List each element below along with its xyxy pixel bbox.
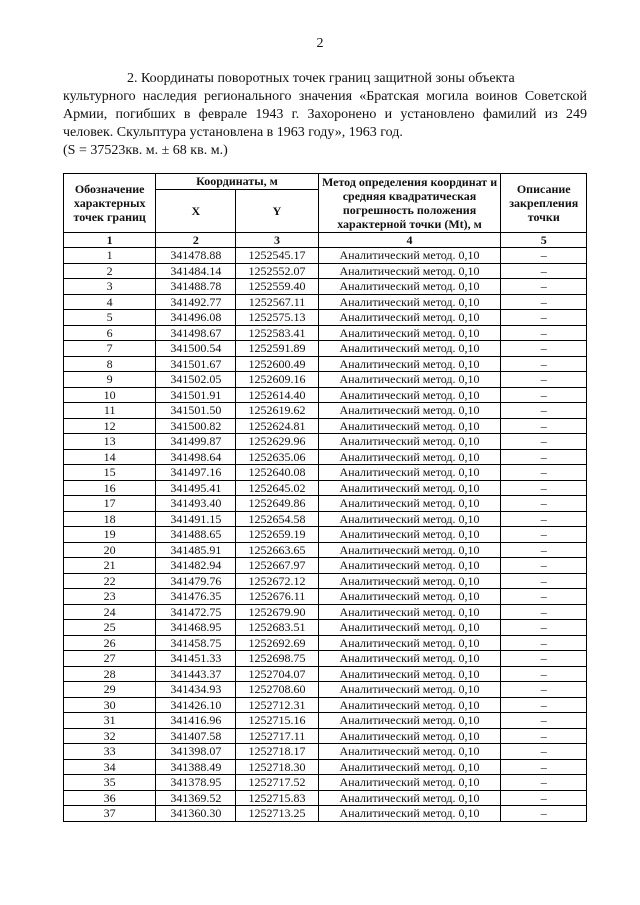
method-cell: Аналитический метод. 0,10	[318, 341, 501, 357]
fixation-cell: –	[501, 434, 587, 450]
fixation-cell: –	[501, 775, 587, 791]
header-designation: Обозначение характерных точек границ	[64, 174, 156, 233]
fixation-cell: –	[501, 310, 587, 326]
coord-y-cell: 1252583.41	[236, 325, 318, 341]
header-method: Метод определения координат и средняя квадратическая погрешность положения характерной точки (Mt), м	[318, 174, 501, 233]
method-cell: Аналитический метод. 0,10	[318, 604, 501, 620]
method-cell: Аналитический метод. 0,10	[318, 248, 501, 264]
method-cell: Аналитический метод. 0,10	[318, 511, 501, 527]
point-number-cell: 34	[64, 759, 156, 775]
heading-first-line: 2. Координаты поворотных точек границ защитной зоны объекта	[127, 71, 515, 86]
method-cell: Аналитический метод. 0,10	[318, 434, 501, 450]
method-cell: Аналитический метод. 0,10	[318, 620, 501, 636]
coord-x-cell: 341500.54	[156, 341, 236, 357]
coord-y-cell: 1252704.07	[236, 666, 318, 682]
point-number-cell: 3	[64, 279, 156, 295]
table-row	[64, 341, 587, 357]
point-number-cell: 32	[64, 728, 156, 744]
table-row	[64, 775, 587, 791]
method-cell: Аналитический метод. 0,10	[318, 573, 501, 589]
point-number-cell: 37	[64, 806, 156, 822]
coord-x-cell: 341468.95	[156, 620, 236, 636]
method-cell: Аналитический метод. 0,10	[318, 542, 501, 558]
header-coordinates: Координаты, м	[156, 174, 318, 190]
coord-y-cell: 1252559.40	[236, 279, 318, 295]
coord-x-cell: 341491.15	[156, 511, 236, 527]
table-row	[64, 527, 587, 543]
coord-x-cell: 341500.82	[156, 418, 236, 434]
point-number-cell: 14	[64, 449, 156, 465]
coord-x-cell: 341369.52	[156, 790, 236, 806]
table-row	[64, 310, 587, 326]
fixation-cell: –	[501, 620, 587, 636]
table-row	[64, 728, 587, 744]
fixation-cell: –	[501, 294, 587, 310]
point-number-cell: 25	[64, 620, 156, 636]
table-row	[64, 666, 587, 682]
table-row	[64, 511, 587, 527]
table-row	[64, 790, 587, 806]
table-row	[64, 263, 587, 279]
method-cell: Аналитический метод. 0,10	[318, 480, 501, 496]
coord-y-cell: 1252649.86	[236, 496, 318, 512]
method-cell: Аналитический метод. 0,10	[318, 418, 501, 434]
method-cell: Аналитический метод. 0,10	[318, 651, 501, 667]
coord-y-cell: 1252708.60	[236, 682, 318, 698]
fixation-cell: –	[501, 744, 587, 760]
table-row	[64, 682, 587, 698]
coord-y-cell: 1252672.12	[236, 573, 318, 589]
method-cell: Аналитический метод. 0,10	[318, 790, 501, 806]
table-row	[64, 279, 587, 295]
heading-text: культурного наследия регионального значения «Братская могила воинов Советской Армии, погибших в феврале 1943 г. Захоронено и установлено фамилий из 249 человек. Скульптура установлена в 1963 году», 1963 год.	[63, 89, 587, 140]
method-cell: Аналитический метод. 0,10	[318, 465, 501, 481]
coord-y-cell: 1252567.11	[236, 294, 318, 310]
fixation-cell: –	[501, 356, 587, 372]
coord-x-cell: 341426.10	[156, 697, 236, 713]
coord-x-cell: 341476.35	[156, 589, 236, 605]
method-cell: Аналитический метод. 0,10	[318, 403, 501, 419]
fixation-cell: –	[501, 604, 587, 620]
column-number: 1	[64, 232, 156, 248]
table-row	[64, 387, 587, 403]
fixation-cell: –	[501, 527, 587, 543]
point-number-cell: 24	[64, 604, 156, 620]
point-number-cell: 13	[64, 434, 156, 450]
point-number-cell: 6	[64, 325, 156, 341]
coord-x-cell: 341407.58	[156, 728, 236, 744]
coord-y-cell: 1252715.83	[236, 790, 318, 806]
coord-x-cell: 341472.75	[156, 604, 236, 620]
coord-y-cell: 1252718.30	[236, 759, 318, 775]
fixation-cell: –	[501, 449, 587, 465]
fixation-cell: –	[501, 465, 587, 481]
method-cell: Аналитический метод. 0,10	[318, 449, 501, 465]
point-number-cell: 18	[64, 511, 156, 527]
fixation-cell: –	[501, 387, 587, 403]
point-number-cell: 28	[64, 666, 156, 682]
method-cell: Аналитический метод. 0,10	[318, 325, 501, 341]
coord-x-cell: 341398.07	[156, 744, 236, 760]
coord-x-cell: 341497.16	[156, 465, 236, 481]
coord-y-cell: 1252600.49	[236, 356, 318, 372]
section-heading	[63, 70, 587, 160]
coord-y-cell: 1252624.81	[236, 418, 318, 434]
fixation-cell: –	[501, 697, 587, 713]
point-number-cell: 12	[64, 418, 156, 434]
table-body	[64, 248, 587, 822]
point-number-cell: 19	[64, 527, 156, 543]
coord-y-cell: 1252679.90	[236, 604, 318, 620]
coord-x-cell: 341360.30	[156, 806, 236, 822]
coord-y-cell: 1252640.08	[236, 465, 318, 481]
coord-y-cell: 1252629.96	[236, 434, 318, 450]
point-number-cell: 33	[64, 744, 156, 760]
coord-y-cell: 1252663.65	[236, 542, 318, 558]
fixation-cell: –	[501, 728, 587, 744]
point-number-cell: 26	[64, 635, 156, 651]
method-cell: Аналитический метод. 0,10	[318, 387, 501, 403]
coord-x-cell: 341488.65	[156, 527, 236, 543]
coord-x-cell: 341502.05	[156, 372, 236, 388]
coord-x-cell: 341484.14	[156, 263, 236, 279]
header-description: Описание закрепления точки	[501, 174, 587, 233]
method-cell: Аналитический метод. 0,10	[318, 372, 501, 388]
point-number-cell: 11	[64, 403, 156, 419]
table-row	[64, 635, 587, 651]
header-y: Y	[236, 189, 318, 232]
coord-x-cell: 341378.95	[156, 775, 236, 791]
coord-x-cell: 341498.67	[156, 325, 236, 341]
coord-x-cell: 341493.40	[156, 496, 236, 512]
fixation-cell: –	[501, 418, 587, 434]
table-row	[64, 480, 587, 496]
column-number: 5	[501, 232, 587, 248]
method-cell: Аналитический метод. 0,10	[318, 806, 501, 822]
fixation-cell: –	[501, 341, 587, 357]
table-row	[64, 372, 587, 388]
table-row	[64, 806, 587, 822]
coord-y-cell: 1252715.16	[236, 713, 318, 729]
coord-y-cell: 1252619.62	[236, 403, 318, 419]
coord-x-cell: 341496.08	[156, 310, 236, 326]
method-cell: Аналитический метод. 0,10	[318, 294, 501, 310]
table-row	[64, 248, 587, 264]
method-cell: Аналитический метод. 0,10	[318, 728, 501, 744]
fixation-cell: –	[501, 651, 587, 667]
method-cell: Аналитический метод. 0,10	[318, 759, 501, 775]
method-cell: Аналитический метод. 0,10	[318, 666, 501, 682]
heading-area: (S = 37523кв. м. ± 68 кв. м.)	[63, 143, 228, 158]
fixation-cell: –	[501, 713, 587, 729]
fixation-cell: –	[501, 790, 587, 806]
point-number-cell: 21	[64, 558, 156, 574]
table-row	[64, 558, 587, 574]
point-number-cell: 8	[64, 356, 156, 372]
page-number: 2	[316, 36, 324, 51]
table-row	[64, 713, 587, 729]
coord-x-cell: 341485.91	[156, 542, 236, 558]
method-cell: Аналитический метод. 0,10	[318, 635, 501, 651]
table-row	[64, 651, 587, 667]
table-row	[64, 325, 587, 341]
fixation-cell: –	[501, 666, 587, 682]
fixation-cell: –	[501, 589, 587, 605]
point-number-cell: 36	[64, 790, 156, 806]
fixation-cell: –	[501, 806, 587, 822]
coord-y-cell: 1252683.51	[236, 620, 318, 636]
coord-y-cell: 1252635.06	[236, 449, 318, 465]
coord-x-cell: 341479.76	[156, 573, 236, 589]
coordinates-table	[63, 173, 587, 822]
table-row	[64, 465, 587, 481]
coord-x-cell: 341388.49	[156, 759, 236, 775]
table-header	[64, 174, 587, 248]
point-number-cell: 16	[64, 480, 156, 496]
fixation-cell: –	[501, 759, 587, 775]
point-number-cell: 5	[64, 310, 156, 326]
coord-y-cell: 1252645.02	[236, 480, 318, 496]
point-number-cell: 29	[64, 682, 156, 698]
fixation-cell: –	[501, 263, 587, 279]
fixation-cell: –	[501, 372, 587, 388]
coord-x-cell: 341443.37	[156, 666, 236, 682]
coord-x-cell: 341501.91	[156, 387, 236, 403]
coord-y-cell: 1252667.97	[236, 558, 318, 574]
point-number-cell: 27	[64, 651, 156, 667]
coord-x-cell: 341498.64	[156, 449, 236, 465]
table-row	[64, 434, 587, 450]
point-number-cell: 17	[64, 496, 156, 512]
column-number: 3	[236, 232, 318, 248]
column-number: 2	[156, 232, 236, 248]
point-number-cell: 9	[64, 372, 156, 388]
coord-y-cell: 1252552.07	[236, 263, 318, 279]
fixation-cell: –	[501, 558, 587, 574]
fixation-cell: –	[501, 403, 587, 419]
table-row	[64, 403, 587, 419]
point-number-cell: 1	[64, 248, 156, 264]
method-cell: Аналитический метод. 0,10	[318, 775, 501, 791]
fixation-cell: –	[501, 573, 587, 589]
method-cell: Аналитический метод. 0,10	[318, 589, 501, 605]
coord-x-cell: 341495.41	[156, 480, 236, 496]
coord-x-cell: 341501.67	[156, 356, 236, 372]
coord-x-cell: 341416.96	[156, 713, 236, 729]
coord-y-cell: 1252575.13	[236, 310, 318, 326]
table-row	[64, 759, 587, 775]
point-number-cell: 10	[64, 387, 156, 403]
coord-y-cell: 1252654.58	[236, 511, 318, 527]
method-cell: Аналитический метод. 0,10	[318, 279, 501, 295]
coord-y-cell: 1252713.25	[236, 806, 318, 822]
fixation-cell: –	[501, 325, 587, 341]
point-number-cell: 4	[64, 294, 156, 310]
fixation-cell: –	[501, 248, 587, 264]
coord-x-cell: 341501.50	[156, 403, 236, 419]
coord-x-cell: 341478.88	[156, 248, 236, 264]
table-row	[64, 542, 587, 558]
point-number-cell: 35	[64, 775, 156, 791]
point-number-cell: 20	[64, 542, 156, 558]
fixation-cell: –	[501, 635, 587, 651]
method-cell: Аналитический метод. 0,10	[318, 263, 501, 279]
method-cell: Аналитический метод. 0,10	[318, 527, 501, 543]
table-row	[64, 697, 587, 713]
method-cell: Аналитический метод. 0,10	[318, 744, 501, 760]
table-row	[64, 449, 587, 465]
coord-y-cell: 1252717.52	[236, 775, 318, 791]
point-number-cell: 31	[64, 713, 156, 729]
method-cell: Аналитический метод. 0,10	[318, 496, 501, 512]
fixation-cell: –	[501, 279, 587, 295]
coord-x-cell: 341499.87	[156, 434, 236, 450]
coord-x-cell: 341492.77	[156, 294, 236, 310]
coord-x-cell: 341482.94	[156, 558, 236, 574]
point-number-cell: 30	[64, 697, 156, 713]
table-row	[64, 294, 587, 310]
coord-y-cell: 1252698.75	[236, 651, 318, 667]
coord-y-cell: 1252614.40	[236, 387, 318, 403]
coord-y-cell: 1252545.17	[236, 248, 318, 264]
coord-y-cell: 1252609.16	[236, 372, 318, 388]
fixation-cell: –	[501, 480, 587, 496]
column-number: 4	[318, 232, 501, 248]
method-cell: Аналитический метод. 0,10	[318, 558, 501, 574]
point-number-cell: 2	[64, 263, 156, 279]
coord-y-cell: 1252718.17	[236, 744, 318, 760]
table-row	[64, 356, 587, 372]
fixation-cell: –	[501, 511, 587, 527]
coord-x-cell: 341451.33	[156, 651, 236, 667]
table-row	[64, 589, 587, 605]
method-cell: Аналитический метод. 0,10	[318, 713, 501, 729]
method-cell: Аналитический метод. 0,10	[318, 356, 501, 372]
point-number-cell: 23	[64, 589, 156, 605]
table-row	[64, 604, 587, 620]
table-row	[64, 418, 587, 434]
coord-y-cell: 1252659.19	[236, 527, 318, 543]
coord-x-cell: 341434.93	[156, 682, 236, 698]
point-number-cell: 7	[64, 341, 156, 357]
point-number-cell: 22	[64, 573, 156, 589]
coord-y-cell: 1252676.11	[236, 589, 318, 605]
method-cell: Аналитический метод. 0,10	[318, 697, 501, 713]
fixation-cell: –	[501, 682, 587, 698]
table-row	[64, 620, 587, 636]
coord-y-cell: 1252692.69	[236, 635, 318, 651]
method-cell: Аналитический метод. 0,10	[318, 682, 501, 698]
fixation-cell: –	[501, 496, 587, 512]
fixation-cell: –	[501, 542, 587, 558]
table-row	[64, 744, 587, 760]
table-row	[64, 573, 587, 589]
coord-x-cell: 341458.75	[156, 635, 236, 651]
coord-x-cell: 341488.78	[156, 279, 236, 295]
point-number-cell: 15	[64, 465, 156, 481]
header-x: X	[156, 189, 236, 232]
table-row	[64, 496, 587, 512]
method-cell: Аналитический метод. 0,10	[318, 310, 501, 326]
coord-y-cell: 1252712.31	[236, 697, 318, 713]
coord-y-cell: 1252591.89	[236, 341, 318, 357]
coord-y-cell: 1252717.11	[236, 728, 318, 744]
